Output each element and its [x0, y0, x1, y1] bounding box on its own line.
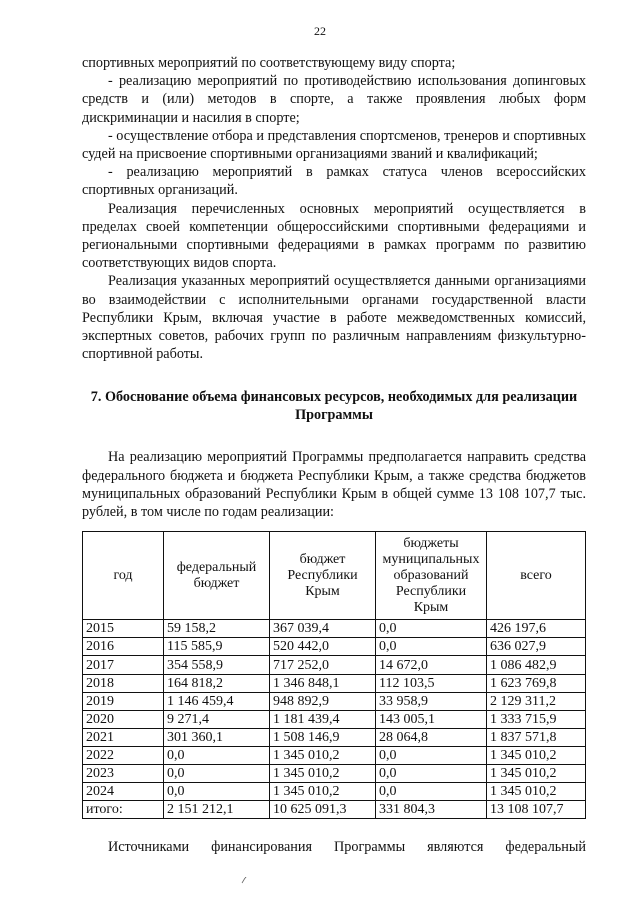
cell-federal: 301 360,1	[164, 728, 270, 746]
footer-paragraph: Источниками финансирования Программы являются федеральный	[108, 839, 586, 855]
cell-federal: 115 585,9	[164, 638, 270, 656]
cell-total: 426 197,6	[487, 620, 586, 638]
cell-federal: 1 146 459,4	[164, 692, 270, 710]
intro-paragraph: На реализацию мероприятий Программы предполагается направить средства федерального бюджета и бюджета Республики Крым, а также средства бюджетов муниципальных образований Республики Крым в общей сумме 13 108 107,7 тыс. рублей, в том числе по годам реализации:	[82, 449, 586, 521]
cell-municipal: 0,0	[376, 638, 487, 656]
cell-year: 2018	[83, 674, 164, 692]
table-row	[83, 656, 586, 674]
cell-year: 2020	[83, 710, 164, 728]
cell-total: 1 345 010,2	[487, 746, 586, 764]
cell-federal: 0,0	[164, 746, 270, 764]
header-federal-budget: федеральный бюджет	[164, 532, 270, 620]
cell-crimea: 1 508 146,9	[270, 728, 376, 746]
paragraph: Реализация указанных мероприятий осуществляется данными организациями во взаимодействии с исполнительными органами государственной власти Республики Крым, включая участие в работе межведомственных комиссий, экспертных советов, рабочих групп по различным направлениям физкультурно-спортивной работы.	[82, 273, 586, 363]
cell-total: 13 108 107,7	[487, 801, 586, 819]
cell-year: 2019	[83, 692, 164, 710]
page-number: 22	[314, 24, 326, 38]
stray-mark	[240, 876, 248, 884]
cell-total: 1 345 010,2	[487, 765, 586, 783]
cell-municipal: 33 958,9	[376, 692, 487, 710]
table-row	[83, 620, 586, 638]
header-year: год	[83, 532, 164, 620]
cell-crimea: 948 892,9	[270, 692, 376, 710]
paragraph: Реализация перечисленных основных мероприятий осуществляется в пределах своей компетенции общероссийскими спортивными федерациями и региональными спортивными федерациями в рамках программ по развитию соответствующих видов спорта.	[82, 200, 586, 272]
cell-crimea: 1 345 010,2	[270, 765, 376, 783]
cell-crimea: 10 625 091,3	[270, 801, 376, 819]
cell-crimea: 1 345 010,2	[270, 783, 376, 801]
cell-total: 2 129 311,2	[487, 692, 586, 710]
cell-federal: 164 818,2	[164, 674, 270, 692]
header-municipal-budget: бюджеты муниципальных образований Республики Крым	[376, 532, 487, 620]
cell-federal: 0,0	[164, 783, 270, 801]
cell-municipal: 112 103,5	[376, 674, 487, 692]
cell-crimea: 520 442,0	[270, 638, 376, 656]
cell-total: 1 345 010,2	[487, 783, 586, 801]
cell-crimea: 1 346 848,1	[270, 674, 376, 692]
paragraph: - реализацию мероприятий в рамках статуса членов всероссийских спортивных организаций.	[82, 164, 586, 199]
table-row	[83, 728, 586, 746]
cell-crimea: 717 252,0	[270, 656, 376, 674]
cell-year: 2024	[83, 783, 164, 801]
cell-total: 1 623 769,8	[487, 674, 586, 692]
cell-total: 1 086 482,9	[487, 656, 586, 674]
cell-year: 2021	[83, 728, 164, 746]
cell-municipal: 14 672,0	[376, 656, 487, 674]
funding-table	[82, 531, 586, 819]
cell-year: 2015	[83, 620, 164, 638]
cell-municipal: 0,0	[376, 620, 487, 638]
cell-total: 1 837 571,8	[487, 728, 586, 746]
cell-municipal: 0,0	[376, 746, 487, 764]
paragraph: - реализацию мероприятий по противодействию использования допинговых средств и (или) методов в спорте, а также проявления любых форм дискриминации и насилия в спорте;	[82, 73, 586, 126]
paragraph: - осуществление отбора и представления спортсменов, тренеров и спортивных судей на присвоение спортивными организациями званий и квалификаций;	[82, 127, 586, 163]
header-total: всего	[487, 532, 586, 620]
cell-crimea: 367 039,4	[270, 620, 376, 638]
cell-total-label: итого:	[83, 801, 164, 819]
table-row	[83, 674, 586, 692]
table-row	[83, 765, 586, 783]
cell-municipal: 28 064,8	[376, 728, 487, 746]
table-total-row	[83, 801, 586, 819]
cell-total: 1 333 715,9	[487, 710, 586, 728]
table-row	[83, 638, 586, 656]
table-row	[83, 783, 586, 801]
cell-year: 2023	[83, 765, 164, 783]
section-heading: 7. Обоснование объема финансовых ресурсов, необходимых для реализации Программы	[90, 389, 578, 423]
table-row	[83, 746, 586, 764]
cell-federal: 9 271,4	[164, 710, 270, 728]
table-row	[83, 710, 586, 728]
paragraph: спортивных мероприятий по соответствующему виду спорта;	[82, 55, 456, 71]
document-body	[82, 54, 586, 819]
table-header-row	[83, 532, 586, 620]
cell-year: 2017	[83, 656, 164, 674]
cell-crimea: 1 181 439,4	[270, 710, 376, 728]
cell-federal: 59 158,2	[164, 620, 270, 638]
cell-federal: 0,0	[164, 765, 270, 783]
cell-year: 2016	[83, 638, 164, 656]
cell-crimea: 1 345 010,2	[270, 746, 376, 764]
header-crimea-budget: бюджет Республики Крым	[270, 532, 376, 620]
cell-municipal: 331 804,3	[376, 801, 487, 819]
cell-year: 2022	[83, 746, 164, 764]
cell-municipal: 0,0	[376, 783, 487, 801]
cell-municipal: 0,0	[376, 765, 487, 783]
cell-federal: 2 151 212,1	[164, 801, 270, 819]
cell-municipal: 143 005,1	[376, 710, 487, 728]
cell-federal: 354 558,9	[164, 656, 270, 674]
cell-total: 636 027,9	[487, 638, 586, 656]
table-row	[83, 692, 586, 710]
